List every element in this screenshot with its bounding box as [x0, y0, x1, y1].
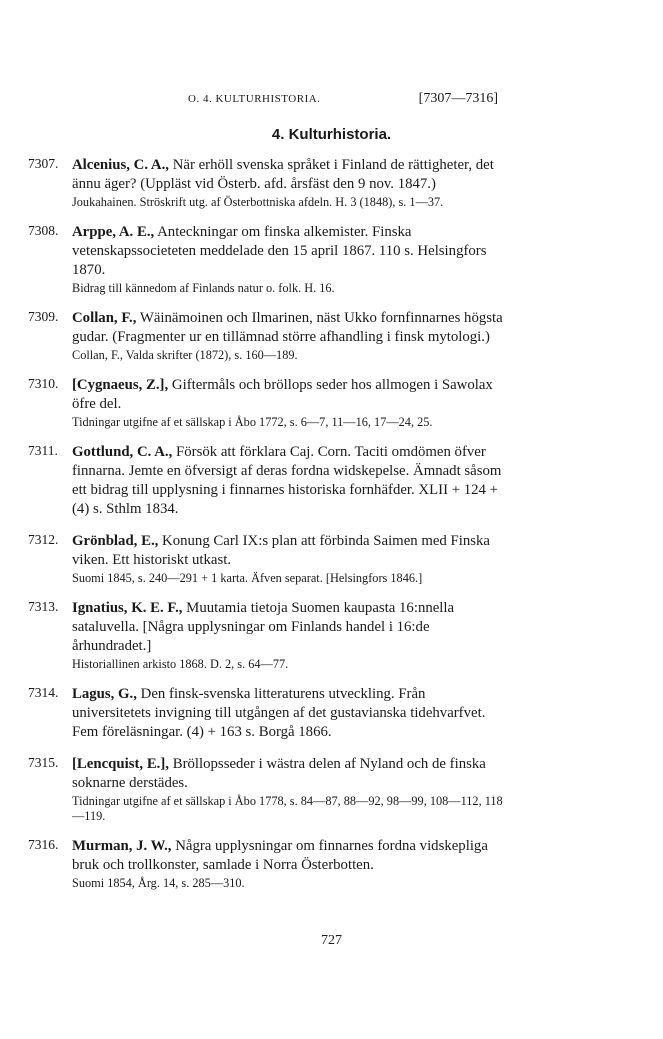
section-title: 4. Kulturhistoria.: [271, 126, 392, 143]
entry-number: 7311.: [28, 443, 58, 458]
entry-source: Tidningar utgifne af et sällskap i Åbo 1772, s. 6—7, 11—16, 17—24, 25.: [72, 415, 433, 429]
running-header: [188, 91, 498, 107]
entry-author: Collan, F.,: [72, 310, 137, 326]
entry-author: [Cygnaeus, Z.],: [72, 377, 169, 393]
bibliography-entry: [28, 599, 508, 672]
bibliography-entry: [28, 156, 508, 210]
bibliography-entry: [28, 443, 508, 519]
entry-body: [72, 156, 508, 194]
entry-number: 7308.: [28, 223, 59, 238]
bibliography-entry: [28, 755, 508, 824]
bibliography-entry: [28, 309, 508, 363]
entry-author: Lagus, G.,: [72, 686, 137, 702]
entry-author: Arppe, A. E.,: [72, 224, 155, 240]
entry-number: 7310.: [28, 376, 59, 391]
entry-text: När erhöll svenska språket i Finland de rättigheter, det ännu äger? (Uppläst vid Österb. afd. årsfäst den 9 nov. 1847.): [72, 157, 494, 192]
page-number: 727: [321, 933, 342, 948]
entry-body: [72, 599, 508, 656]
entry-source: Suomi 1854, Årg. 14, s. 285—310.: [72, 876, 245, 890]
entry-text: Wäinämoinen och Ilmarinen, näst Ukko fornfinnarnes högsta gudar. (Fragmenter ur en tillämnad större afhandling i finsk mytologi.): [72, 310, 503, 345]
entry-author: Grönblad, E.,: [72, 533, 159, 549]
entry-number: 7316.: [28, 837, 59, 852]
entry-source: Suomi 1845, s. 240—291 + 1 karta. Äfven separat. [Helsingfors 1846.]: [72, 571, 423, 585]
entry-text: Konung Carl IX:s plan att förbinda Saimen med Finska viken. Ett historiskt utkast.: [72, 533, 490, 568]
entry-text: Giftermåls och bröllops seder hos allmogen i Sawolax öfre del.: [72, 377, 493, 412]
entry-text: Anteckningar om finska alkemister. Finska vetenskapssocieteten meddelade den 15 april 1867. 110 s. Helsingfors 1870.: [72, 224, 487, 278]
entry-source: Bidrag till kännedom af Finlands natur o. folk. H. 16.: [72, 281, 335, 295]
entry-number: 7313.: [28, 599, 59, 614]
entry-body: [72, 837, 508, 875]
entry-body: [72, 443, 508, 519]
running-header-section: O. 4. KULTURHISTORIA.: [188, 93, 321, 105]
bibliography-entry: [28, 223, 508, 296]
entry-text: Några upplysningar om finnarnes fordna vidskepliga bruk och trollkonster, samlade i Norra Österbotten.: [72, 838, 488, 873]
entry-source: Collan, F., Valda skrifter (1872), s. 160—189.: [72, 348, 298, 362]
entry-source: Joukahainen. Ströskrift utg. af Österbottniska afdeln. H. 3 (1848), s. 1—37.: [72, 195, 444, 209]
entry-author: Alcenius, C. A.,: [72, 157, 170, 173]
entry-author: [Lencquist, E.],: [72, 756, 170, 772]
bibliography-entry: [28, 376, 508, 430]
entry-body: [72, 223, 508, 280]
bibliography-entry: [28, 532, 508, 586]
bibliography-list: [28, 156, 508, 904]
entry-text: Bröllopsseder i wästra delen af Nyland och de finska soknarne derstädes.: [72, 756, 486, 791]
entry-number: 7312.: [28, 532, 59, 547]
entry-body: [72, 309, 508, 347]
bibliography-entry: [28, 837, 508, 891]
entry-number: 7307.: [28, 156, 59, 171]
entry-source: Historiallinen arkisto 1868. D. 2, s. 64—77.: [72, 657, 289, 671]
entry-author: Murman, J. W.,: [72, 838, 172, 854]
entry-body: [72, 376, 508, 414]
entry-body: [72, 685, 508, 742]
entry-number: 7315.: [28, 755, 59, 770]
entry-number: 7314.: [28, 685, 59, 700]
entry-author: Gottlund, C. A.,: [72, 444, 173, 460]
entry-body: [72, 755, 508, 793]
entry-text: Muutamia tietoja Suomen kaupasta 16:nnella sataluvella. [Några upplysningar om Finlands handel i 16:de århundradet.]: [72, 600, 455, 654]
entry-number: 7309.: [28, 309, 59, 324]
entry-text: Den finsk-svenska litteraturens utveckling. Från universitetets invigning till utgången af det gustavianska tidehvarfvet. Fem föreläsningar. (4) + 163 s. Borgå 1866.: [72, 686, 486, 740]
entry-text: Försök att förklara Caj. Corn. Taciti omdömen öfver finnarna. Jemte en öfversigt af deras fordna widskepelse. Ämnadt såsom ett bidrag till upplysning i finnarnes historiska fornhäfder. XLII + 124 + (4) s. Sthlm 1834.: [72, 444, 502, 517]
bibliography-entry: [28, 685, 508, 742]
entry-source: Tidningar utgifne af et sällskap i Åbo 1778, s. 84—87, 88—92, 98—99, 108—112, 118—119.: [72, 794, 503, 823]
entry-author: Ignatius, K. E. F.,: [72, 600, 183, 616]
running-header-range: [7307—7316]: [418, 91, 498, 106]
entry-body: [72, 532, 508, 570]
